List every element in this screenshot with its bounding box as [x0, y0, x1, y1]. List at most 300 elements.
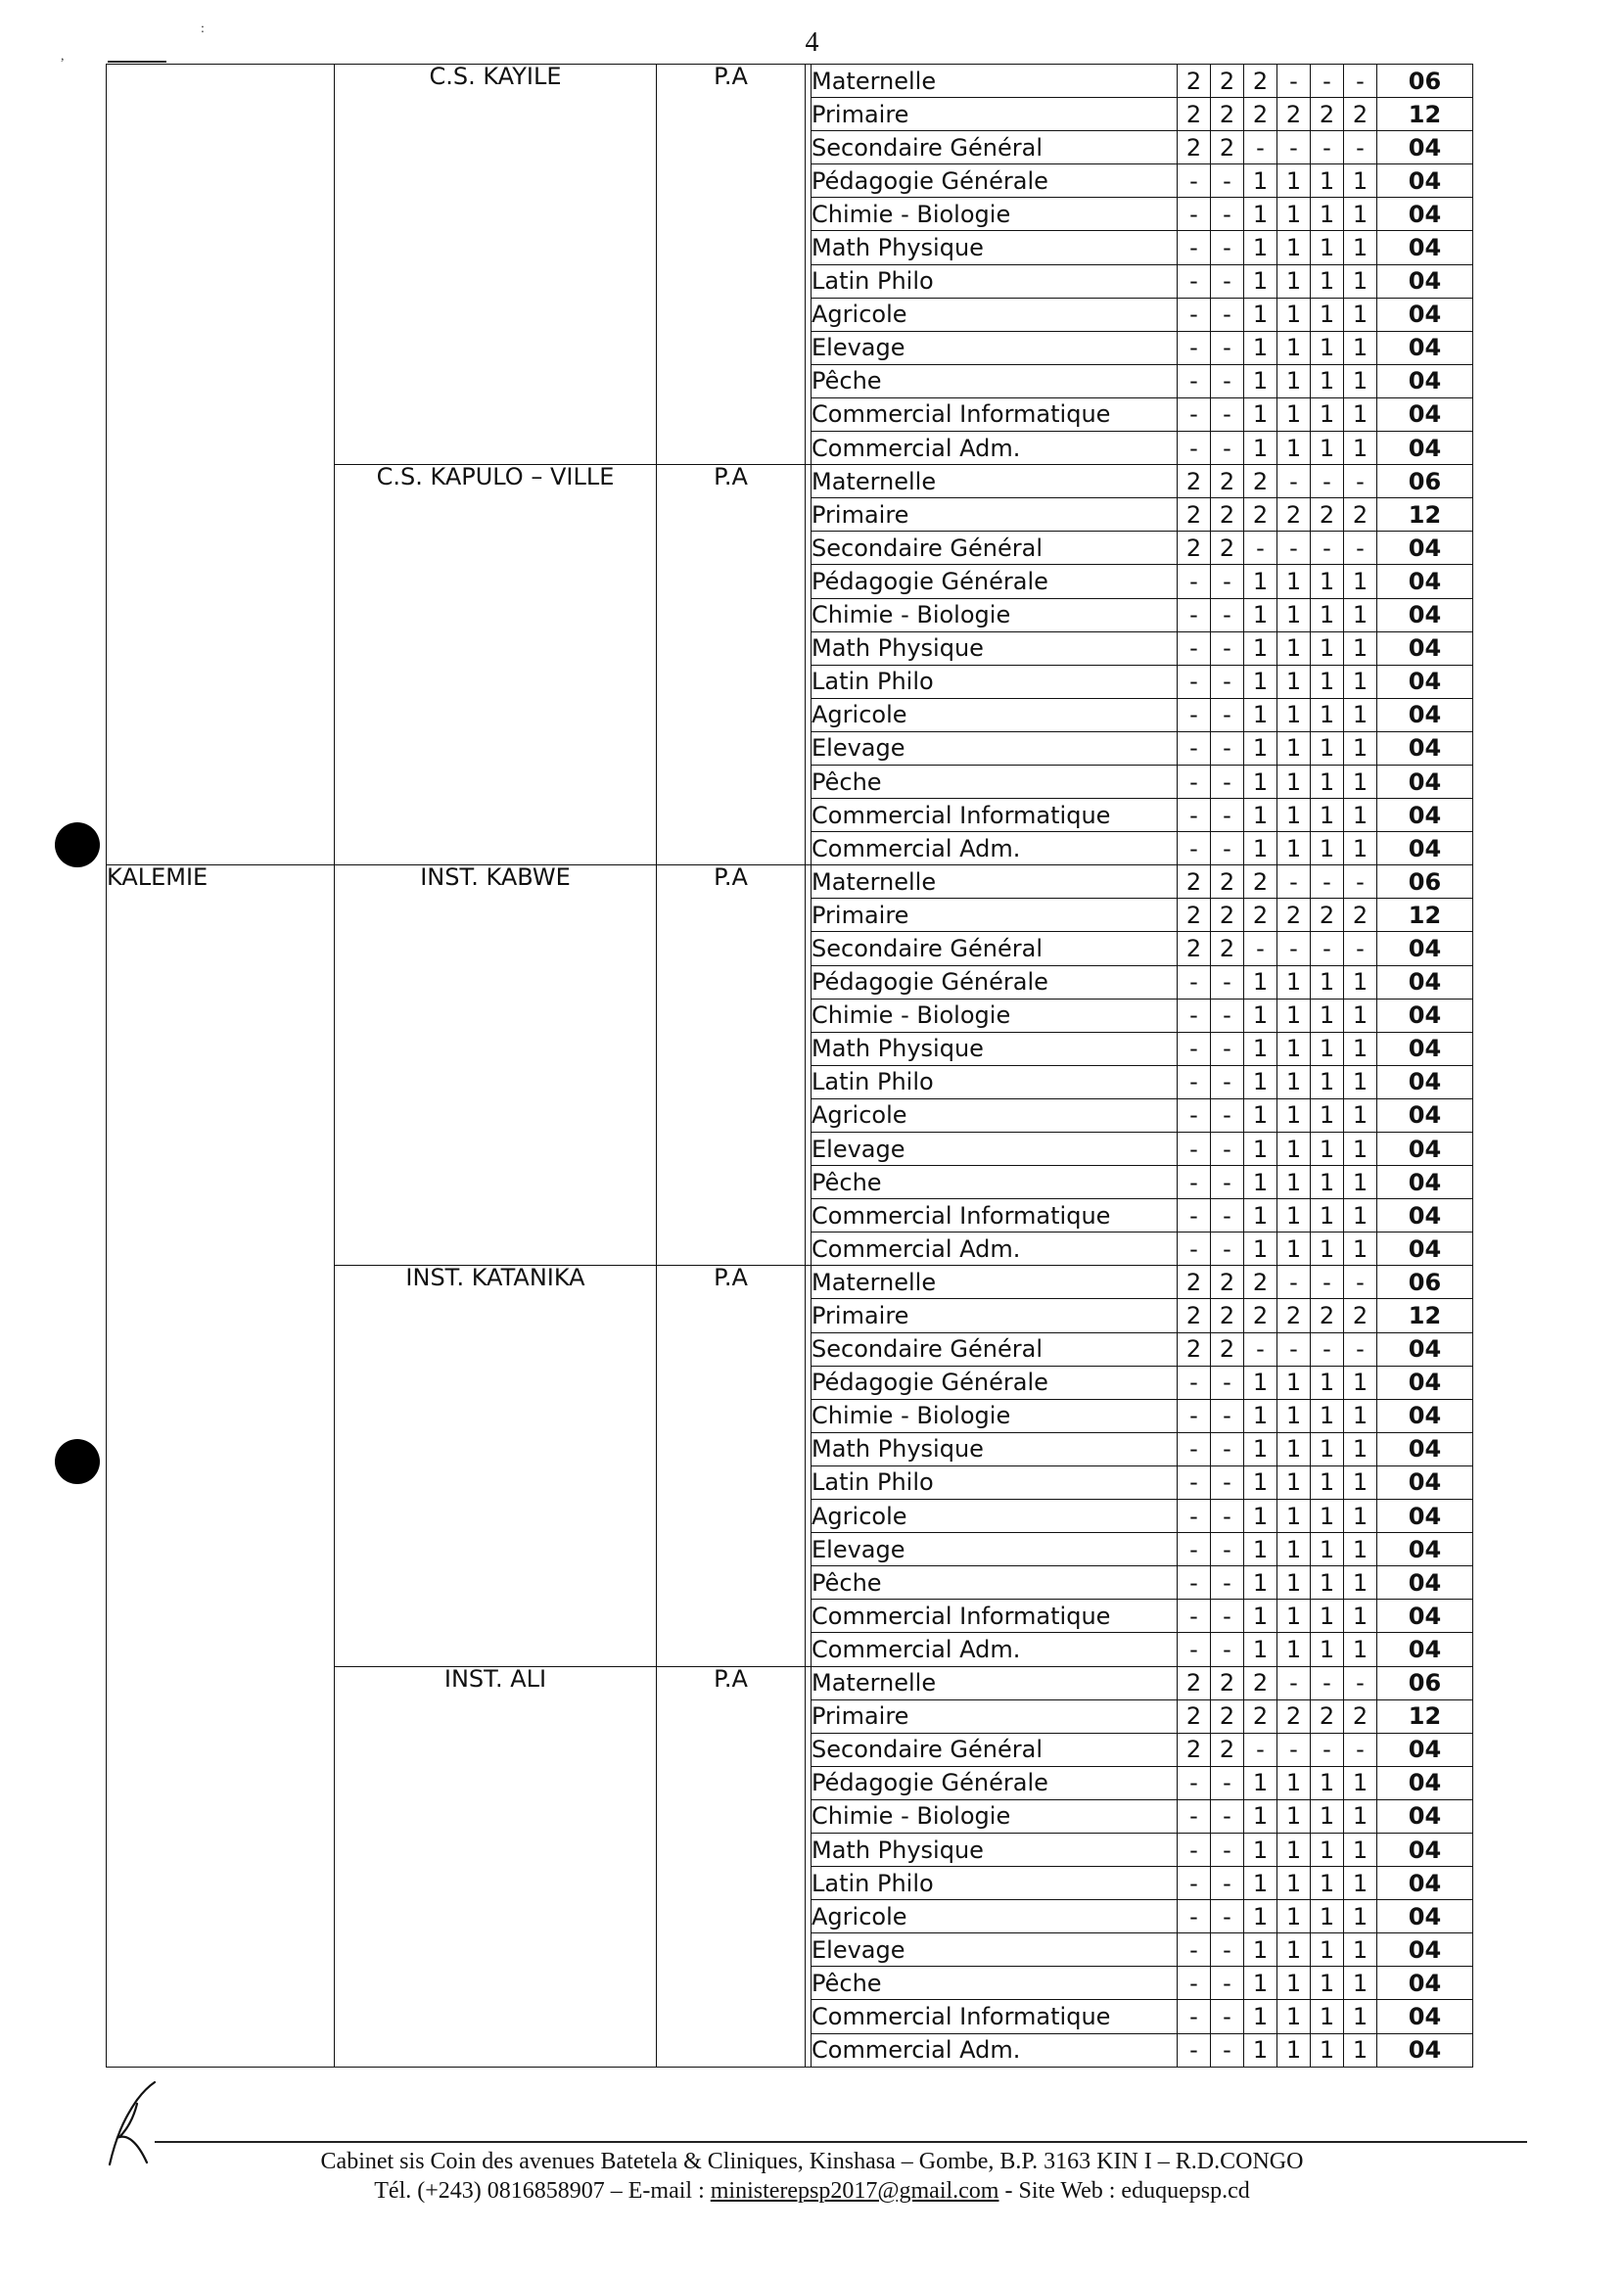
- class-count-cell: -: [1344, 932, 1377, 965]
- class-count-cell: 1: [1244, 731, 1277, 765]
- section-name: Secondaire Général: [812, 932, 1178, 965]
- class-count-cell: -: [1178, 1233, 1211, 1266]
- row-total-cell: 04: [1377, 164, 1473, 198]
- table-row: [107, 865, 1473, 899]
- section-name: Latin Philo: [812, 1465, 1178, 1499]
- class-count-cell: 1: [1311, 1600, 1344, 1633]
- section-name: Agricole: [812, 1500, 1178, 1533]
- class-count-cell: 1: [1311, 1166, 1344, 1199]
- section-name: Pêche: [812, 1166, 1178, 1199]
- row-total-cell: 04: [1377, 532, 1473, 565]
- class-count-cell: 1: [1244, 164, 1277, 198]
- class-count-cell: 1: [1244, 1900, 1277, 1933]
- class-count-cell: -: [1178, 1533, 1211, 1566]
- class-count-cell: 1: [1344, 1133, 1377, 1166]
- class-count-cell: 2: [1311, 899, 1344, 932]
- class-count-cell: 1: [1311, 665, 1344, 698]
- class-count-cell: 1: [1277, 1432, 1311, 1465]
- table-row: [107, 65, 1473, 98]
- row-total-cell: 04: [1377, 799, 1473, 832]
- class-count-cell: 1: [1344, 1465, 1377, 1499]
- row-total-cell: 06: [1377, 65, 1473, 98]
- section-name: Agricole: [812, 1900, 1178, 1933]
- class-count-cell: -: [1178, 1500, 1211, 1533]
- row-total-cell: 04: [1377, 1098, 1473, 1132]
- school-name: INST. KABWE: [420, 863, 571, 892]
- class-count-cell: 1: [1244, 832, 1277, 865]
- section-name: Agricole: [812, 698, 1178, 731]
- section-name: Pédagogie Générale: [812, 1366, 1178, 1399]
- row-total-cell: 04: [1377, 264, 1473, 298]
- school-status: P.A: [714, 63, 748, 90]
- section-name: Secondaire Général: [812, 131, 1178, 164]
- school-status: P.A: [714, 863, 748, 892]
- class-count-cell: 2: [1178, 465, 1211, 498]
- row-total-cell: 06: [1377, 1666, 1473, 1699]
- class-count-cell: 1: [1244, 565, 1277, 598]
- section-name: Commercial Informatique: [812, 1199, 1178, 1233]
- class-count-cell: 1: [1244, 999, 1277, 1032]
- class-count-cell: 2: [1178, 1332, 1211, 1366]
- class-count-cell: 1: [1244, 1166, 1277, 1199]
- class-count-cell: -: [1277, 932, 1311, 965]
- row-total-cell: 06: [1377, 465, 1473, 498]
- class-count-cell: 1: [1277, 432, 1311, 465]
- class-count-cell: 1: [1344, 1399, 1377, 1432]
- footer-divider: [155, 2141, 1527, 2143]
- status-cell: [657, 1666, 806, 2067]
- section-name: Agricole: [812, 1098, 1178, 1132]
- row-total-cell: 04: [1377, 397, 1473, 431]
- class-count-cell: -: [1211, 2000, 1244, 2033]
- class-count-cell: 1: [1277, 1465, 1311, 1499]
- class-count-cell: 1: [1311, 832, 1344, 865]
- class-count-cell: 2: [1244, 899, 1277, 932]
- section-name: Commercial Adm.: [812, 832, 1178, 865]
- class-count-cell: 1: [1311, 631, 1344, 665]
- class-count-cell: 1: [1344, 698, 1377, 731]
- class-count-cell: 1: [1311, 2000, 1344, 2033]
- class-count-cell: 1: [1344, 1933, 1377, 1967]
- class-count-cell: 1: [1311, 799, 1344, 832]
- class-count-cell: 2: [1211, 932, 1244, 965]
- punch-hole-icon: [55, 1439, 100, 1484]
- row-total-cell: 04: [1377, 364, 1473, 397]
- class-count-cell: -: [1211, 1098, 1244, 1132]
- class-count-cell: 1: [1244, 1600, 1277, 1633]
- class-count-cell: -: [1178, 1867, 1211, 1900]
- status-cell: [657, 1266, 806, 1666]
- section-name: Secondaire Général: [812, 1332, 1178, 1366]
- class-count-cell: -: [1344, 131, 1377, 164]
- class-count-cell: 1: [1244, 1133, 1277, 1166]
- section-name: Chimie - Biologie: [812, 999, 1178, 1032]
- class-count-cell: -: [1211, 1967, 1244, 2000]
- class-count-cell: -: [1311, 865, 1344, 899]
- class-count-cell: -: [1178, 1799, 1211, 1833]
- class-count-cell: 2: [1211, 65, 1244, 98]
- class-count-cell: 1: [1244, 598, 1277, 631]
- class-count-cell: 2: [1211, 1666, 1244, 1699]
- section-name: Latin Philo: [812, 1867, 1178, 1900]
- class-count-cell: 1: [1344, 565, 1377, 598]
- class-count-cell: 1: [1311, 1432, 1344, 1465]
- class-count-cell: 1: [1244, 1799, 1277, 1833]
- footer-phone: Tél. (+243) 0816858907 – E-mail :: [374, 2178, 711, 2204]
- class-count-cell: 1: [1244, 364, 1277, 397]
- class-count-cell: -: [1211, 631, 1244, 665]
- class-count-cell: 1: [1344, 2033, 1377, 2067]
- footer-contact: [0, 2176, 1624, 2206]
- class-count-cell: 1: [1277, 631, 1311, 665]
- row-total-cell: 04: [1377, 1833, 1473, 1866]
- school-cell: [335, 1666, 657, 2067]
- class-count-cell: 2: [1344, 98, 1377, 131]
- class-count-cell: -: [1178, 1432, 1211, 1465]
- class-count-cell: 1: [1344, 1199, 1377, 1233]
- class-count-cell: 1: [1277, 198, 1311, 231]
- class-count-cell: 1: [1344, 1566, 1377, 1600]
- section-name: Elevage: [812, 731, 1178, 765]
- class-count-cell: 1: [1344, 1233, 1377, 1266]
- class-count-cell: 1: [1311, 1233, 1344, 1266]
- class-count-cell: -: [1178, 1098, 1211, 1132]
- class-count-cell: -: [1211, 1799, 1244, 1833]
- row-total-cell: 04: [1377, 1332, 1473, 1366]
- class-count-cell: -: [1178, 1833, 1211, 1866]
- class-count-cell: 1: [1344, 765, 1377, 798]
- class-count-cell: -: [1344, 1266, 1377, 1299]
- class-count-cell: 1: [1244, 631, 1277, 665]
- class-count-cell: 1: [1244, 665, 1277, 698]
- class-count-cell: 1: [1311, 965, 1344, 999]
- class-count-cell: -: [1211, 1633, 1244, 1666]
- class-count-cell: -: [1178, 698, 1211, 731]
- section-name: Pédagogie Générale: [812, 565, 1178, 598]
- class-count-cell: -: [1178, 1166, 1211, 1199]
- school-status: P.A: [714, 1664, 748, 1693]
- punch-hole-icon: [55, 822, 100, 867]
- class-count-cell: 1: [1344, 1633, 1377, 1666]
- class-count-cell: 1: [1277, 1233, 1311, 1266]
- class-count-cell: 1: [1244, 231, 1277, 264]
- class-count-cell: -: [1211, 1065, 1244, 1098]
- class-count-cell: 2: [1244, 1266, 1277, 1299]
- class-count-cell: 2: [1344, 1699, 1377, 1733]
- row-total-cell: 04: [1377, 1032, 1473, 1065]
- class-count-cell: 1: [1277, 1766, 1311, 1799]
- class-count-cell: -: [1244, 131, 1277, 164]
- section-name: Pêche: [812, 1967, 1178, 2000]
- section-name: Math Physique: [812, 231, 1178, 264]
- row-total-cell: 04: [1377, 1600, 1473, 1633]
- class-count-cell: 1: [1344, 965, 1377, 999]
- class-count-cell: -: [1178, 231, 1211, 264]
- school-name: INST. KATANIKA: [405, 1264, 585, 1292]
- class-count-cell: -: [1211, 1933, 1244, 1967]
- section-name: Maternelle: [812, 65, 1178, 98]
- class-count-cell: 1: [1244, 2000, 1277, 2033]
- class-count-cell: -: [1211, 1399, 1244, 1432]
- class-count-cell: -: [1211, 298, 1244, 331]
- class-count-cell: 1: [1277, 965, 1311, 999]
- school-name: C.S. KAPULO – VILLE: [376, 463, 615, 491]
- class-count-cell: -: [1178, 1032, 1211, 1065]
- class-count-cell: 1: [1311, 1500, 1344, 1533]
- class-count-cell: 2: [1178, 1266, 1211, 1299]
- class-count-cell: -: [1211, 765, 1244, 798]
- class-count-cell: -: [1244, 1733, 1277, 1766]
- class-count-cell: -: [1211, 799, 1244, 832]
- class-count-cell: 1: [1277, 832, 1311, 865]
- class-count-cell: 1: [1311, 1465, 1344, 1499]
- class-count-cell: 1: [1311, 1833, 1344, 1866]
- class-count-cell: 2: [1178, 899, 1211, 932]
- school-name: C.S. KAYILE: [429, 63, 562, 90]
- class-count-cell: -: [1211, 1032, 1244, 1065]
- class-count-cell: 1: [1344, 231, 1377, 264]
- class-count-cell: -: [1211, 1867, 1244, 1900]
- class-count-cell: -: [1277, 865, 1311, 899]
- school-status: P.A: [714, 463, 748, 491]
- row-total-cell: 04: [1377, 665, 1473, 698]
- row-total-cell: 12: [1377, 498, 1473, 532]
- class-count-cell: -: [1178, 2000, 1211, 2033]
- class-count-cell: -: [1178, 1465, 1211, 1499]
- class-count-cell: -: [1178, 765, 1211, 798]
- class-count-cell: -: [1311, 1733, 1344, 1766]
- class-count-cell: 1: [1344, 1967, 1377, 2000]
- section-name: Latin Philo: [812, 1065, 1178, 1098]
- class-count-cell: 1: [1277, 264, 1311, 298]
- row-total-cell: 04: [1377, 331, 1473, 364]
- class-count-cell: -: [1311, 465, 1344, 498]
- class-count-cell: 1: [1344, 598, 1377, 631]
- class-count-cell: 1: [1277, 698, 1311, 731]
- class-count-cell: 1: [1311, 1399, 1344, 1432]
- row-total-cell: 06: [1377, 1266, 1473, 1299]
- class-count-cell: -: [1178, 1900, 1211, 1933]
- section-name: Elevage: [812, 1533, 1178, 1566]
- class-count-cell: -: [1178, 264, 1211, 298]
- row-total-cell: 04: [1377, 2033, 1473, 2067]
- class-count-cell: 1: [1344, 799, 1377, 832]
- class-count-cell: 1: [1244, 397, 1277, 431]
- scan-mark: :: [201, 22, 205, 36]
- class-count-cell: -: [1211, 565, 1244, 598]
- class-count-cell: 2: [1178, 865, 1211, 899]
- class-count-cell: 2: [1277, 899, 1311, 932]
- page-number: 4: [805, 27, 819, 58]
- class-count-cell: 1: [1344, 1533, 1377, 1566]
- class-count-cell: 1: [1311, 565, 1344, 598]
- row-total-cell: 04: [1377, 1366, 1473, 1399]
- class-count-cell: 1: [1277, 1166, 1311, 1199]
- row-total-cell: 04: [1377, 131, 1473, 164]
- class-count-cell: 1: [1344, 1366, 1377, 1399]
- class-count-cell: 1: [1277, 164, 1311, 198]
- row-total-cell: 04: [1377, 999, 1473, 1032]
- class-count-cell: -: [1344, 465, 1377, 498]
- class-count-cell: -: [1178, 731, 1211, 765]
- class-count-cell: 1: [1311, 1065, 1344, 1098]
- class-count-cell: -: [1178, 1065, 1211, 1098]
- class-count-cell: 1: [1311, 1867, 1344, 1900]
- row-total-cell: 04: [1377, 1533, 1473, 1566]
- class-count-cell: 1: [1244, 799, 1277, 832]
- school-cell: [335, 1266, 657, 1666]
- scan-mark: ,: [61, 49, 65, 64]
- class-count-cell: 1: [1277, 1399, 1311, 1432]
- row-total-cell: 04: [1377, 298, 1473, 331]
- class-count-cell: 2: [1211, 1699, 1244, 1733]
- class-count-cell: -: [1211, 598, 1244, 631]
- class-count-cell: -: [1211, 198, 1244, 231]
- class-count-cell: 1: [1277, 1500, 1311, 1533]
- section-name: Secondaire Général: [812, 532, 1178, 565]
- class-count-cell: 1: [1277, 397, 1311, 431]
- section-name: Math Physique: [812, 1032, 1178, 1065]
- class-count-cell: 1: [1311, 1366, 1344, 1399]
- class-count-cell: 1: [1311, 1933, 1344, 1967]
- section-name: Math Physique: [812, 1432, 1178, 1465]
- class-count-cell: -: [1211, 1465, 1244, 1499]
- class-count-cell: 2: [1244, 65, 1277, 98]
- section-name: Chimie - Biologie: [812, 1399, 1178, 1432]
- class-count-cell: -: [1178, 565, 1211, 598]
- class-count-cell: 1: [1311, 1766, 1344, 1799]
- class-count-cell: 1: [1244, 1233, 1277, 1266]
- class-count-cell: -: [1211, 331, 1244, 364]
- class-count-cell: -: [1178, 1766, 1211, 1799]
- class-count-cell: 2: [1211, 498, 1244, 532]
- class-count-cell: -: [1211, 231, 1244, 264]
- class-count-cell: 2: [1178, 932, 1211, 965]
- class-count-cell: -: [1211, 832, 1244, 865]
- section-name: Commercial Adm.: [812, 432, 1178, 465]
- class-count-cell: 1: [1244, 1432, 1277, 1465]
- class-count-cell: 2: [1244, 498, 1277, 532]
- class-count-cell: 1: [1311, 1199, 1344, 1233]
- class-count-cell: 1: [1344, 1098, 1377, 1132]
- class-count-cell: 2: [1344, 1299, 1377, 1332]
- class-count-cell: 1: [1277, 2033, 1311, 2067]
- class-count-cell: 2: [1178, 1699, 1211, 1733]
- class-count-cell: 1: [1277, 999, 1311, 1032]
- class-count-cell: -: [1178, 331, 1211, 364]
- section-name: Chimie - Biologie: [812, 198, 1178, 231]
- class-count-cell: -: [1178, 1566, 1211, 1600]
- class-count-cell: 2: [1211, 532, 1244, 565]
- section-name: Commercial Adm.: [812, 1233, 1178, 1266]
- row-total-cell: 04: [1377, 1166, 1473, 1199]
- class-count-cell: 2: [1244, 865, 1277, 899]
- class-count-cell: 2: [1277, 1699, 1311, 1733]
- footer-address: Cabinet sis Coin des avenues Batetela & Cliniques, Kinshasa – Gombe, B.P. 3163 KIN I – R.D.CONGO: [320, 2149, 1304, 2174]
- class-count-cell: 1: [1244, 1566, 1277, 1600]
- class-count-cell: 1: [1311, 731, 1344, 765]
- class-count-cell: 2: [1277, 498, 1311, 532]
- class-count-cell: -: [1211, 1533, 1244, 1566]
- class-count-cell: 1: [1277, 298, 1311, 331]
- row-total-cell: 04: [1377, 598, 1473, 631]
- section-name: Chimie - Biologie: [812, 598, 1178, 631]
- section-name: Elevage: [812, 1133, 1178, 1166]
- class-count-cell: 1: [1311, 364, 1344, 397]
- class-count-cell: 1: [1311, 397, 1344, 431]
- class-count-cell: 1: [1311, 1633, 1344, 1666]
- class-count-cell: 1: [1344, 631, 1377, 665]
- row-total-cell: 04: [1377, 2000, 1473, 2033]
- class-count-cell: -: [1277, 65, 1311, 98]
- row-total-cell: 04: [1377, 1933, 1473, 1967]
- class-count-cell: -: [1277, 1666, 1311, 1699]
- row-total-cell: 04: [1377, 1566, 1473, 1600]
- class-count-cell: -: [1211, 1133, 1244, 1166]
- class-count-cell: -: [1211, 665, 1244, 698]
- row-total-cell: 04: [1377, 1065, 1473, 1098]
- class-count-cell: -: [1311, 1332, 1344, 1366]
- section-name: Latin Philo: [812, 264, 1178, 298]
- class-count-cell: 1: [1344, 264, 1377, 298]
- class-count-cell: 1: [1277, 1867, 1311, 1900]
- section-name: Math Physique: [812, 631, 1178, 665]
- class-count-cell: 2: [1211, 131, 1244, 164]
- footer-email-link[interactable]: ministerepsp2017@gmail.com: [710, 2178, 999, 2204]
- class-count-cell: 1: [1244, 1933, 1277, 1967]
- class-count-cell: -: [1178, 198, 1211, 231]
- class-count-cell: 1: [1344, 298, 1377, 331]
- class-count-cell: 2: [1244, 465, 1277, 498]
- class-count-cell: 1: [1277, 1065, 1311, 1098]
- page-footer: [0, 2147, 1624, 2206]
- row-total-cell: 04: [1377, 1133, 1473, 1166]
- class-count-cell: -: [1178, 1933, 1211, 1967]
- status-cell: [657, 465, 806, 865]
- class-count-cell: 1: [1344, 832, 1377, 865]
- class-count-cell: -: [1344, 1666, 1377, 1699]
- row-total-cell: 12: [1377, 1299, 1473, 1332]
- class-count-cell: 1: [1277, 1566, 1311, 1600]
- class-count-cell: -: [1211, 1199, 1244, 1233]
- section-name: Maternelle: [812, 865, 1178, 899]
- school-cell: [335, 865, 657, 1266]
- class-count-cell: -: [1178, 164, 1211, 198]
- class-count-cell: -: [1211, 1233, 1244, 1266]
- section-name: Elevage: [812, 331, 1178, 364]
- class-count-cell: -: [1178, 1600, 1211, 1633]
- class-count-cell: -: [1178, 665, 1211, 698]
- class-count-cell: -: [1311, 932, 1344, 965]
- footer-website: - Site Web : eduquepsp.cd: [998, 2178, 1250, 2204]
- status-cell: [657, 65, 806, 465]
- section-name: Pédagogie Générale: [812, 164, 1178, 198]
- class-count-cell: 1: [1277, 231, 1311, 264]
- class-count-cell: 2: [1244, 1299, 1277, 1332]
- province-cell: [107, 865, 335, 2067]
- class-count-cell: 1: [1277, 565, 1311, 598]
- row-total-cell: 04: [1377, 432, 1473, 465]
- section-name: Chimie - Biologie: [812, 1799, 1178, 1833]
- class-count-cell: -: [1344, 1332, 1377, 1366]
- class-count-cell: -: [1178, 1967, 1211, 2000]
- class-count-cell: 1: [1277, 765, 1311, 798]
- class-count-cell: 2: [1211, 465, 1244, 498]
- class-count-cell: 1: [1277, 1199, 1311, 1233]
- class-count-cell: 2: [1178, 1299, 1211, 1332]
- row-total-cell: 04: [1377, 1432, 1473, 1465]
- class-count-cell: 1: [1344, 1799, 1377, 1833]
